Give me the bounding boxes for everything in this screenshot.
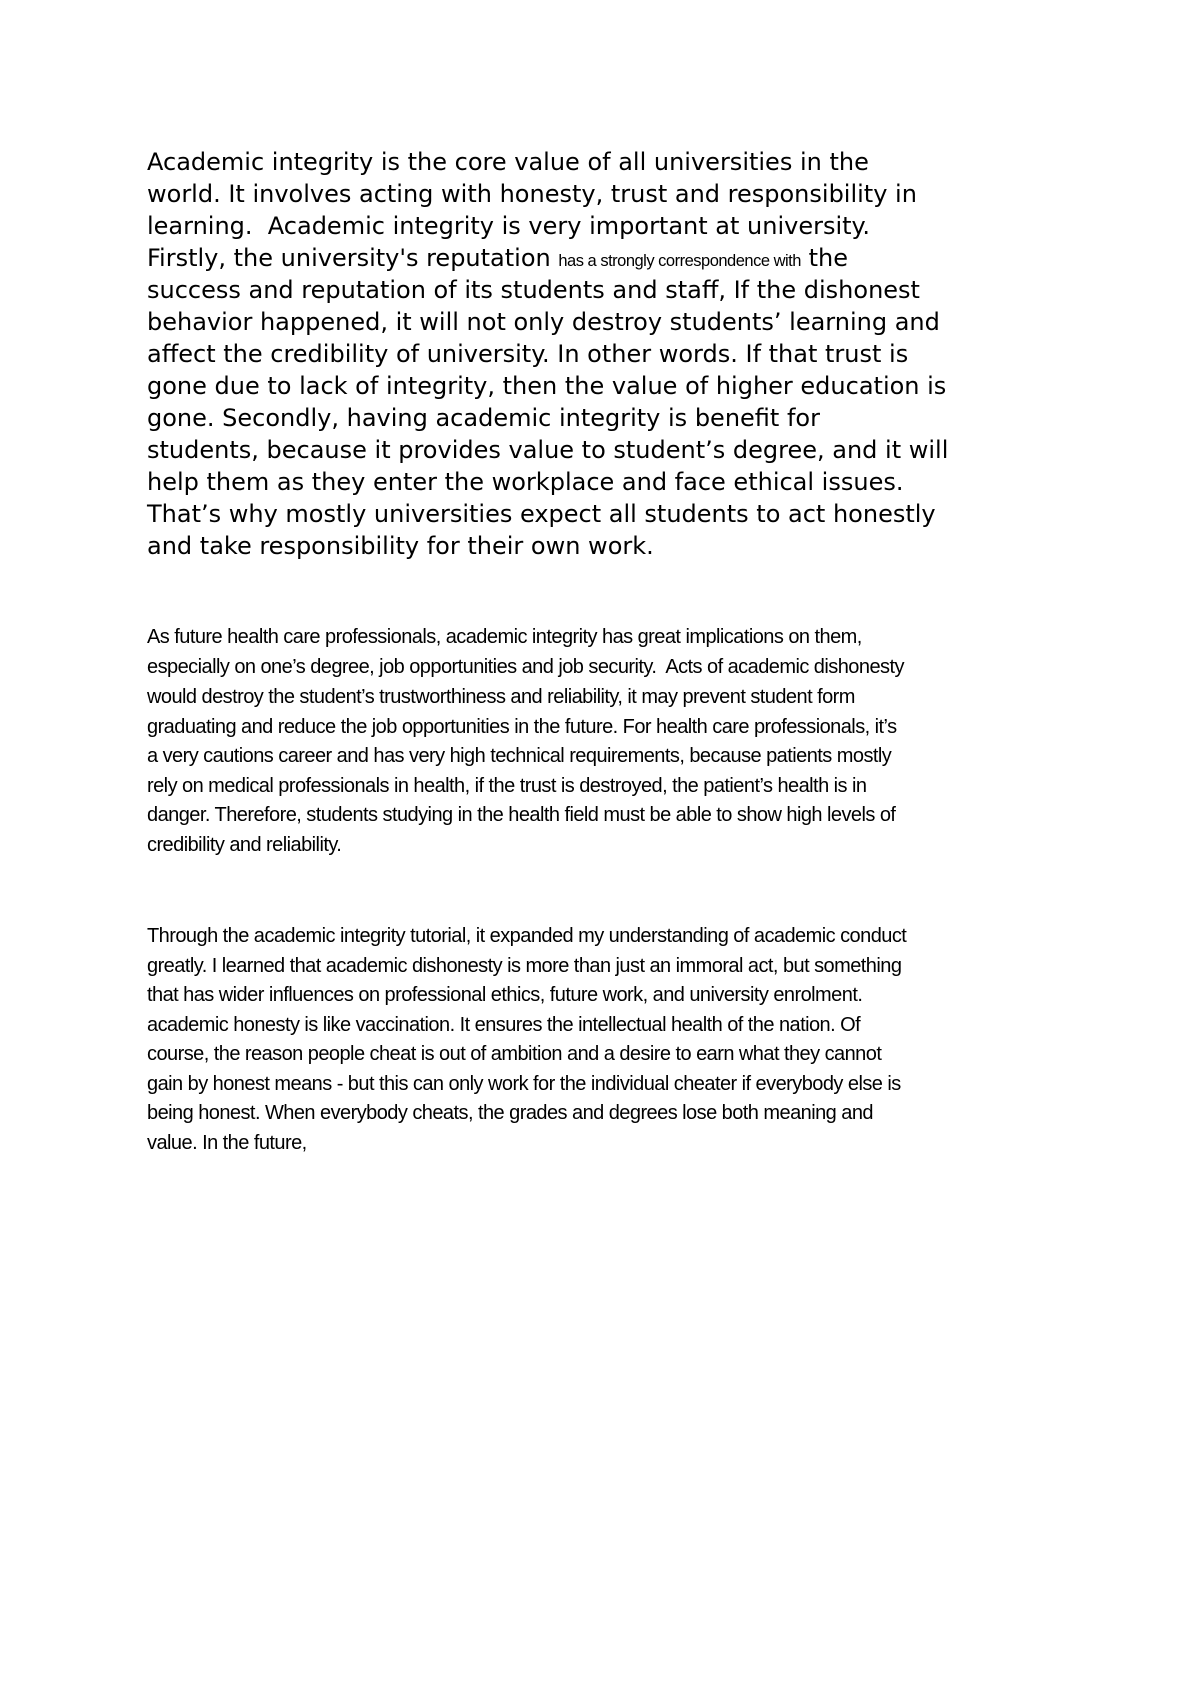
text-line: rely on medical professionals in health, if the trust is destroyed, the patient’s health is in xyxy=(147,775,867,797)
text-line: academic honesty is like vaccination. It ensures the intellectual health of the nation. Of xyxy=(147,1014,861,1036)
text-line: especially on one’s degree, job opportunities and job security. Acts of academic dishonesty xyxy=(147,656,904,678)
text-line: gone due to lack of integrity, then the value of higher education is xyxy=(147,372,947,400)
text-line: greatly. I learned that academic dishonesty is more than just an immoral act, but something xyxy=(147,955,902,977)
text-line: help them as they enter the workplace and face ethical issues. xyxy=(147,468,904,496)
text-line: course, the reason people cheat is out of ambition and a desire to earn what they cannot xyxy=(147,1043,882,1065)
text-line: graduating and reduce the job opportunities in the future. For health care professionals, it’s xyxy=(147,716,897,738)
text-run: Firstly, the university's reputation xyxy=(147,244,559,272)
text-line: That’s why mostly universities expect all students to act honestly xyxy=(147,500,936,528)
text-line: success and reputation of its students and staff, If the dishonest xyxy=(147,276,920,304)
text-line: Academic integrity is the core value of all universities in the xyxy=(147,148,869,176)
text-line: learning. Academic integrity is very important at university. xyxy=(147,212,870,240)
text-run-small: has a strongly correspondence with xyxy=(558,252,801,270)
text-line: gone. Secondly, having academic integrity is benefit for xyxy=(147,404,820,432)
text-line: students, because it provides value to student’s degree, and it will xyxy=(147,436,949,464)
text-line: world. It involves acting with honesty, trust and responsibility in xyxy=(147,180,917,208)
text-line: behavior happened, it will not only destroy students’ learning and xyxy=(147,308,940,336)
text-line: credibility and reliability. xyxy=(147,834,342,856)
text-line: affect the credibility of university. In other words. If that trust is xyxy=(147,340,909,368)
text-line: gain by honest means - but this can only work for the individual cheater if everybody else is xyxy=(147,1073,901,1095)
text-line: As future health care professionals, academic integrity has great implications on them, xyxy=(147,626,862,648)
text-line: and take responsibility for their own work. xyxy=(147,532,654,560)
text-line: being honest. When everybody cheats, the grades and degrees lose both meaning and xyxy=(147,1102,873,1124)
text-line: would destroy the student’s trustworthiness and reliability, it may prevent student form xyxy=(147,686,855,708)
text-line-mixed xyxy=(147,242,848,277)
text-line: value. In the future, xyxy=(147,1132,307,1154)
text-line: Through the academic integrity tutorial, it expanded my understanding of academic conduct xyxy=(147,925,907,947)
text-run: the xyxy=(800,244,848,272)
text-line: that has wider influences on professional ethics, future work, and university enrolment. xyxy=(147,984,863,1006)
text-line: danger. Therefore, students studying in the health field must be able to show high levels of xyxy=(147,804,896,826)
text-line: a very cautions career and has very high technical requirements, because patients mostly xyxy=(147,745,892,767)
